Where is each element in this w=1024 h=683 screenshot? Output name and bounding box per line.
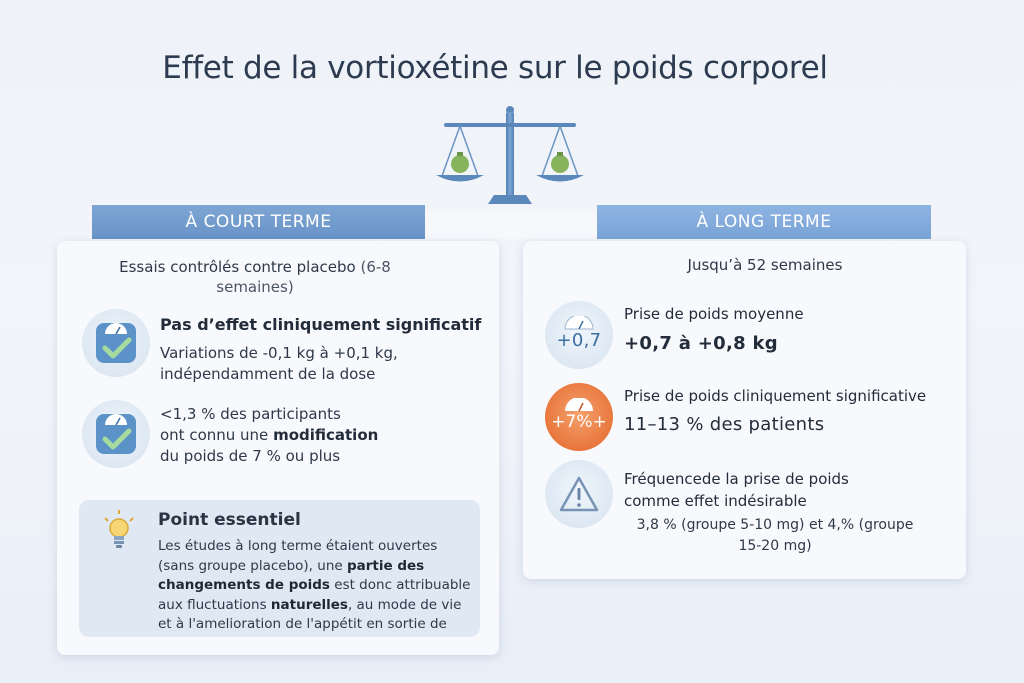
lightbulb-icon: [101, 508, 137, 554]
long-term-item3-detail-line1: 3,8 % (groupe 5-10 mg) et 4,% (groupe: [636, 517, 914, 533]
short-term-subtitle: [80, 257, 430, 297]
short-term-item2-line1: <1,3 % des participants: [160, 405, 341, 423]
long-term-item3-label: [624, 468, 849, 512]
short-term-item2-line3: du poids de 7 % ou plus: [160, 447, 341, 465]
short-term-subtitle-suffix: (6-8: [360, 258, 391, 276]
page-title: Effet de la vortioxétine sur le poids corporel: [162, 50, 828, 86]
short-term-item1-heading: Pas d’effet cliniquement significatif: [160, 315, 482, 334]
long-term-item2-circle-value: +7%+: [551, 412, 607, 432]
short-term-item2-line2-bold: modification: [273, 426, 379, 444]
key-point-title: Point essentiel: [158, 510, 301, 530]
key-point-text: [158, 537, 478, 635]
short-term-item2-line2-prefix: ont connu une: [160, 426, 274, 444]
scale-check-icon: [82, 309, 150, 377]
long-term-header: À LONG TERME: [597, 205, 931, 239]
scale-icon: [545, 383, 613, 451]
long-term-item2-label: Prise de poids cliniquement significative: [624, 387, 927, 405]
long-term-item2-value: 11–13 % des patients: [624, 414, 825, 435]
key-point-line5: et à l'amelioration de l'appétit en sortie de: [158, 616, 447, 632]
key-point-line1: Les études à long terme étaient ouvertes: [158, 538, 438, 554]
short-term-header: À COURT TERME: [92, 205, 425, 239]
scale-icon: [545, 301, 613, 369]
key-point-line3-suffix: est donc attribuable: [329, 577, 471, 593]
short-term-item2-text: [160, 404, 378, 467]
header-gap: [425, 211, 597, 239]
key-point-line4-bold: naturelles: [270, 596, 348, 613]
scale-check-icon: [82, 400, 150, 468]
short-term-item1-line2: indépendamment de la dose: [160, 365, 376, 383]
short-term-item1-text: [160, 343, 398, 385]
long-term-item3-detail-line2: 15-20 mg): [738, 538, 812, 554]
long-term-item3-label-line2: comme effet indésirable: [624, 492, 807, 510]
short-term-item1-line1: Variations de -0,1 kg à +0,1 kg,: [160, 344, 398, 362]
balance-scale-icon: [430, 104, 590, 208]
long-term-item1-value: +0,7 à +0,8 kg: [624, 333, 778, 354]
long-term-item3-label-line1: Fréquencede la prise de poids: [624, 470, 849, 488]
key-point-line4-suffix: , au mode de vie: [347, 596, 462, 613]
key-point-line2-bold: partie des: [346, 557, 425, 574]
key-point-line3-bold: changements de poids: [158, 577, 330, 593]
key-point-line2-prefix: (sans groupe placebo), une: [158, 557, 347, 574]
long-term-item3-detail: [600, 515, 950, 557]
long-term-subtitle: Jusqu’à 52 semaines: [687, 256, 843, 274]
long-term-item1-label: Prise de poids moyenne: [624, 305, 804, 323]
long-term-item1-circle-value: +0,7: [556, 329, 602, 351]
short-term-subtitle-line2: semaines): [216, 278, 294, 296]
short-term-subtitle-main: Essais contrôlés contre placebo: [119, 258, 356, 276]
key-point-line4-prefix: aux fluctuations: [158, 596, 271, 613]
